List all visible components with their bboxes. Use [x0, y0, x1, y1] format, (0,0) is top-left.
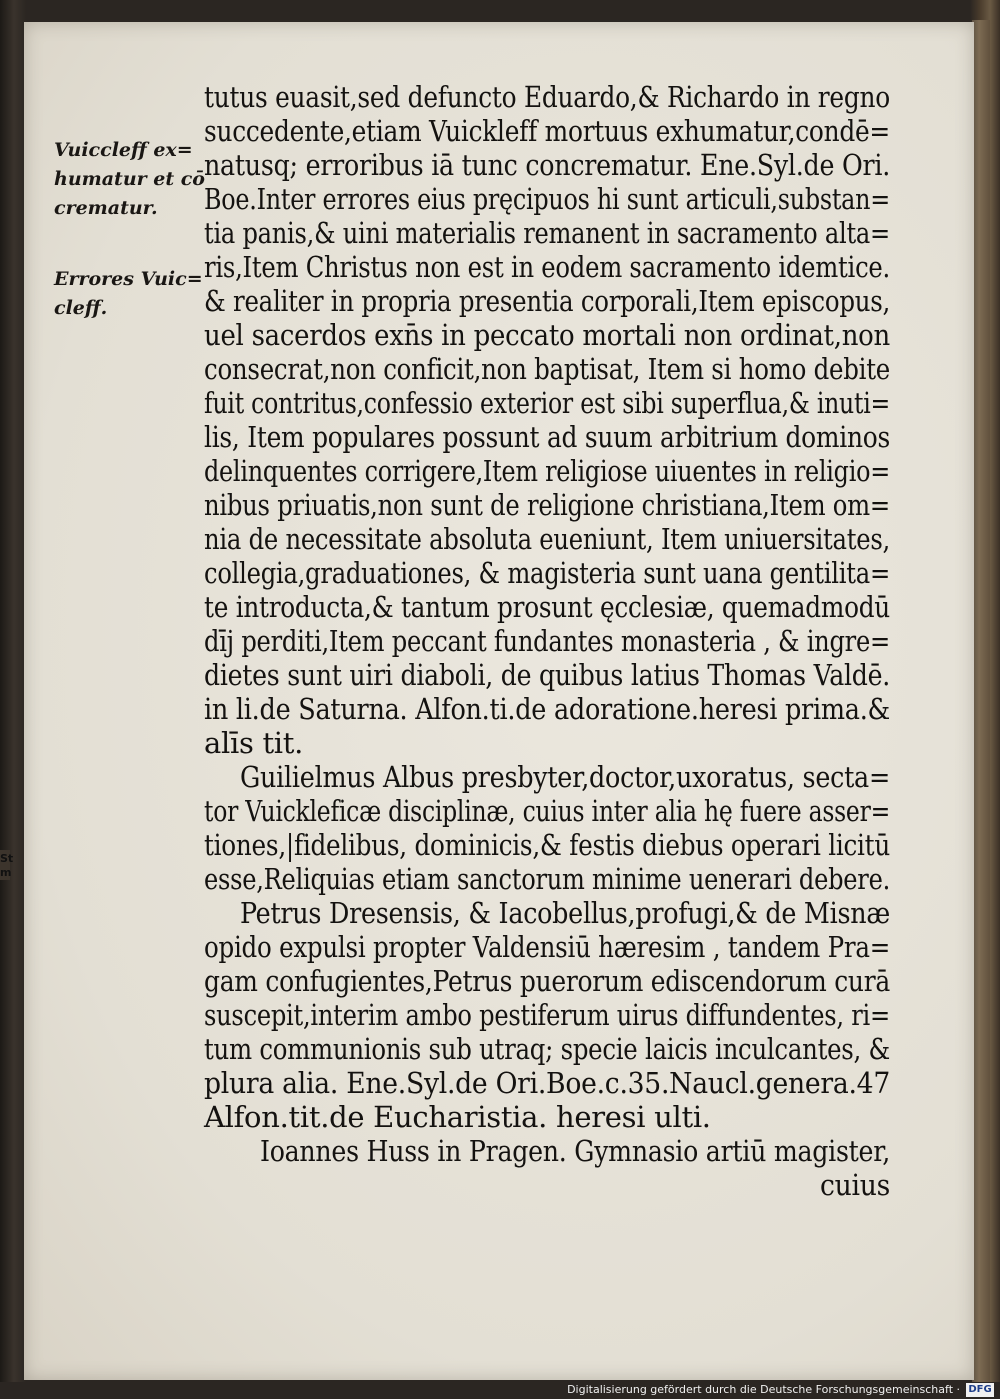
text-line: plura alia. Ene.Syl.de Ori.Boe.c.35.Naucl.genera.47	[204, 1066, 890, 1100]
text-line: Petrus Dresensis, & Iacobellus,profugi,& de Misnæ	[240, 896, 890, 930]
page-edge	[972, 20, 990, 1382]
text-line: Alfon.tit.de Eucharistia. heresi ulti.	[204, 1100, 711, 1134]
ruler-label: St	[0, 852, 14, 865]
text-line: opido expulsi propter Valdensiū hæresim , tandem Pra=	[204, 930, 890, 964]
text-line: natusq; erroribus iā tunc concrematur. Ene.Syl.de Ori.	[204, 148, 890, 182]
text-line: & realiter in propria presentia corporali,Item episcopus,	[204, 284, 890, 318]
text-line: tutus euasit,sed defuncto Eduardo,& Richardo in regno	[204, 80, 890, 114]
text-line: dīj perditi,Item peccant fundantes monasteria , & ingre=	[204, 624, 890, 658]
text-line: tia panis,& uini materialis remanent in sacramento alta=	[204, 216, 890, 250]
text-line: gam confugientes,Petrus puerorum ediscendorum curā	[204, 964, 890, 998]
margin-note-line: cleff.	[54, 297, 108, 319]
text-line: delinquentes corrigere,Item religiose uiuentes in religio=	[204, 454, 890, 488]
text-line: tor Vuickleficæ disciplinæ, cuius inter alia hę fuere asser=	[204, 794, 890, 828]
text-line: fuit contritus,confessio exterior est sibi superflua,& inuti=	[204, 386, 890, 420]
margin-note-line: crematur.	[54, 197, 158, 219]
text-line: Boe.Inter errores eius pręcipuos hi sunt articuli,substan=	[204, 182, 890, 216]
text-line: Ioannes Huss in Pragen. Gymnasio artiū magister,	[260, 1134, 890, 1168]
margin-note-line: Errores Vuic=	[54, 268, 203, 290]
text-line: nibus priuatis,non sunt de religione christiana,Item om=	[204, 488, 890, 522]
text-line: ris,Item Christus non est in eodem sacramento idemtice.	[204, 250, 890, 284]
footer-credit: Digitalisierung gefördert durch die Deutsche Forschungsgemeinschaft ·	[567, 1383, 960, 1396]
text-line: consecrat,non conficit,non baptisat, Item si homo debite	[204, 352, 890, 386]
text-line: nia de necessitate absoluta eueniunt, Item uniuersitates,	[204, 522, 890, 556]
text-line: dietes sunt uiri diaboli, de quibus latius Thomas Valdē.	[204, 658, 890, 692]
catchword: cuius	[820, 1168, 890, 1202]
margin-note-line: Vuiccleff ex=	[54, 139, 193, 161]
text-line: in li.de Saturna. Alfon.ti.de adoratione.heresi prima.&	[204, 692, 890, 726]
text-line: alīs tit.	[204, 726, 304, 760]
margin-note-line: humatur et cō	[54, 168, 205, 190]
text-line: lis, Item populares possunt ad suum arbitrium dominos	[204, 420, 890, 454]
text-line: collegia,graduationes, & magisteria sunt uana gentilita=	[204, 556, 890, 590]
ruler-label: m	[0, 866, 12, 879]
text-line: tum communionis sub utraq; specie laicis inculcantes, &	[204, 1032, 890, 1066]
text-line: te introducta,& tantum prosunt ęcclesiæ, quemadmodū	[204, 590, 890, 624]
text-line: esse,Reliquias etiam sanctorum minime uenerari debere.	[204, 862, 890, 896]
text-line: uel sacerdos exn̄s in peccato mortali non ordinat,non	[204, 318, 890, 352]
text-line: succedente,etiam Vuickleff mortuus exhumatur,condē=	[204, 114, 890, 148]
dfg-logo-icon: DFG	[966, 1383, 994, 1397]
text-line: suscepit,interim ambo pestiferum uirus diffundentes, ri=	[204, 998, 890, 1032]
text-line: tiones,|fidelibus, dominicis,& festis diebus operari licitū	[204, 828, 890, 862]
text-line: Guilielmus Albus presbyter,doctor,uxoratus, secta=	[240, 760, 890, 794]
